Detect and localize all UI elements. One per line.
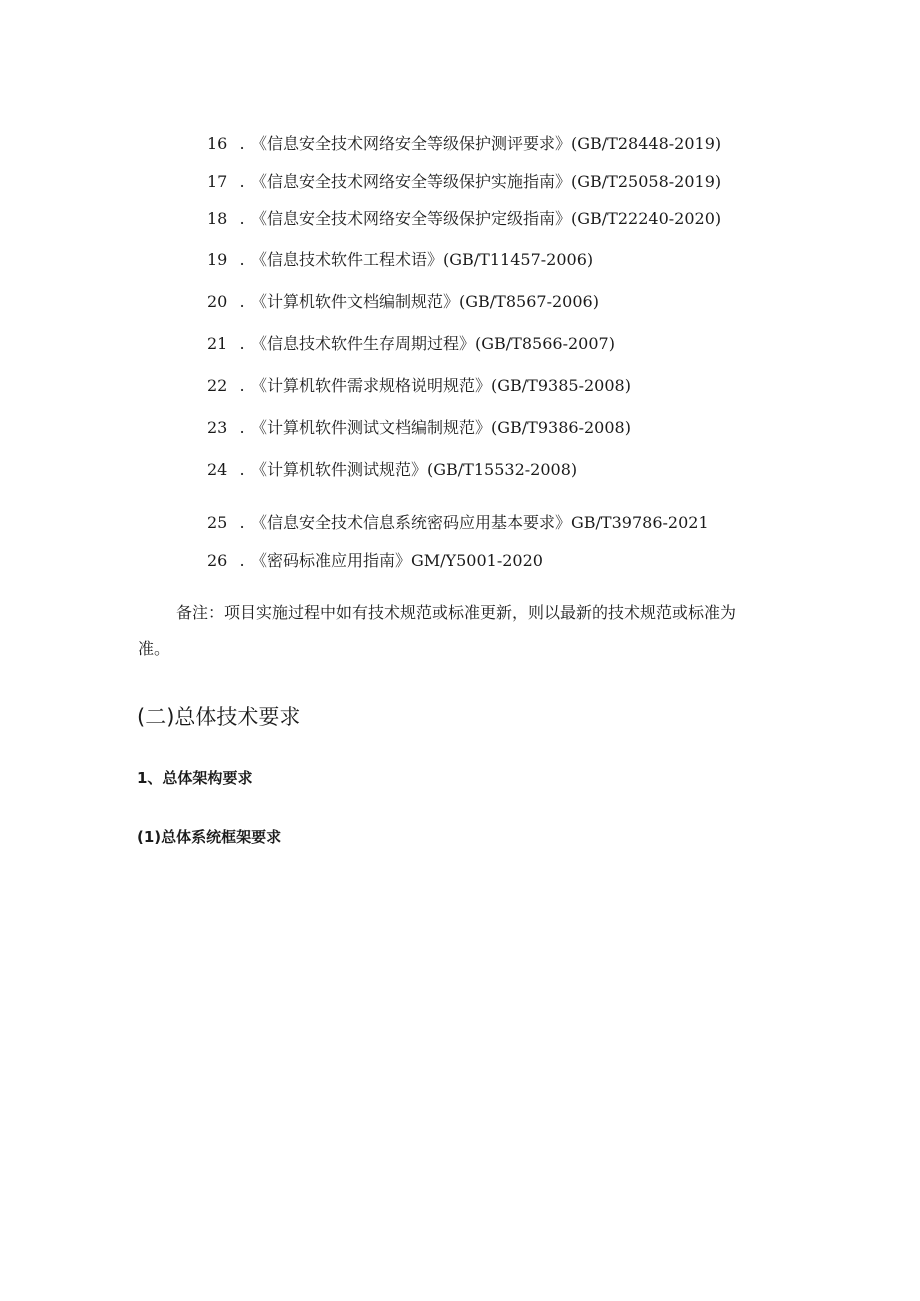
reference-text: 《信息技术软件生存周期过程》(GB/T8566-2007) <box>251 334 615 353</box>
reference-text: 《信息安全技术网络安全等级保护定级指南》(GB/T22240-2020) <box>251 209 722 228</box>
subsubsection-heading: (1)总体系统框架要求 <box>137 828 282 846</box>
reference-item <box>207 133 721 155</box>
reference-number: 16 <box>207 134 228 153</box>
reference-text: 《信息安全技术网络安全等级保护实施指南》(GB/T25058-2019) <box>251 172 722 191</box>
reference-number: 20 <box>207 292 228 311</box>
reference-number: 23 <box>207 418 228 437</box>
section-title: (二)总体技术要求 <box>137 705 301 729</box>
reference-text: 《计算机软件测试文档编制规范》(GB/T9386-2008) <box>251 418 631 437</box>
reference-separator: . <box>239 172 245 191</box>
reference-separator: . <box>239 134 245 153</box>
reference-text: 《密码标准应用指南》GM/Y5001-2020 <box>251 551 543 570</box>
reference-separator: . <box>239 334 245 353</box>
reference-item <box>207 333 615 355</box>
reference-item <box>207 512 709 534</box>
reference-text: 《信息安全技术网络安全等级保护测评要求》(GB/T28448-2019) <box>251 134 722 153</box>
reference-number: 21 <box>207 334 228 353</box>
reference-separator: . <box>239 460 245 479</box>
reference-text: 《信息安全技术信息系统密码应用基本要求》GB/T39786-2021 <box>251 513 709 532</box>
reference-number: 17 <box>207 172 228 191</box>
reference-number: 18 <box>207 209 228 228</box>
reference-item <box>207 249 593 271</box>
note-line-1: 备注：项目实施过程中如有技术规范或标准更新，则以最新的技术规范或标准为 <box>176 603 737 622</box>
reference-separator: . <box>239 250 245 269</box>
reference-separator: . <box>239 292 245 311</box>
reference-item <box>207 375 631 397</box>
reference-item <box>207 291 599 313</box>
reference-separator: . <box>239 513 245 532</box>
reference-text: 《计算机软件文档编制规范》(GB/T8567-2006) <box>251 292 599 311</box>
reference-item <box>207 171 721 193</box>
reference-item <box>207 459 577 481</box>
reference-separator: . <box>239 418 245 437</box>
reference-item <box>207 550 543 572</box>
reference-text: 《信息技术软件工程术语》(GB/T11457-2006) <box>251 250 594 269</box>
reference-number: 19 <box>207 250 228 269</box>
reference-number: 26 <box>207 551 228 570</box>
reference-item <box>207 417 631 439</box>
reference-separator: . <box>239 209 245 228</box>
reference-item <box>207 208 721 230</box>
reference-number: 25 <box>207 513 228 532</box>
note-line-2: 准。 <box>138 639 171 658</box>
reference-separator: . <box>239 551 245 570</box>
reference-number: 22 <box>207 376 228 395</box>
subsection-heading: 1、总体架构要求 <box>137 769 253 787</box>
reference-separator: . <box>239 376 245 395</box>
reference-number: 24 <box>207 460 228 479</box>
reference-text: 《计算机软件测试规范》(GB/T15532-2008) <box>251 460 578 479</box>
reference-text: 《计算机软件需求规格说明规范》(GB/T9385-2008) <box>251 376 631 395</box>
